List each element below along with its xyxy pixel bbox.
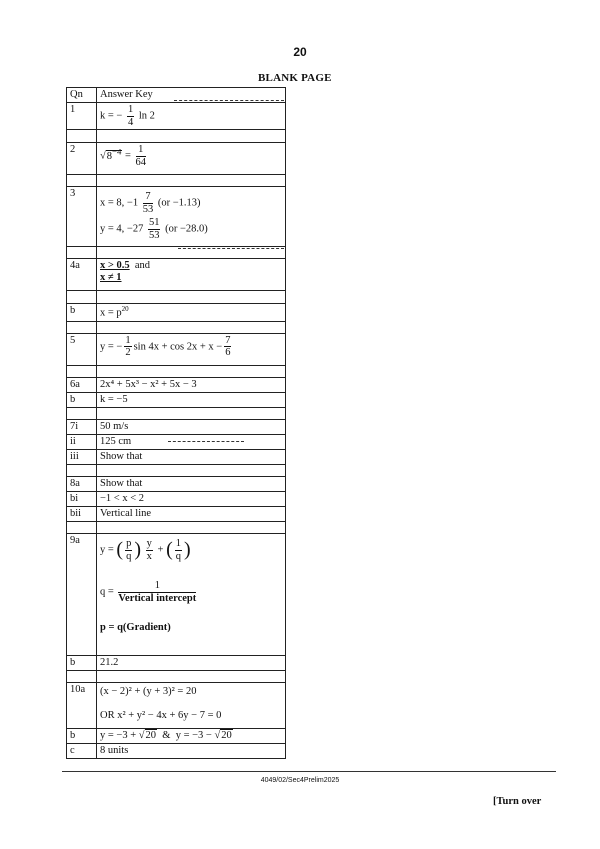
dashed-line <box>174 100 284 101</box>
qn-cell: b <box>67 729 97 744</box>
table-row-q4a <box>67 259 286 291</box>
answer-text: y = <box>100 544 114 556</box>
answer-cell <box>97 259 286 291</box>
fraction <box>125 538 132 562</box>
qn-cell: 10a <box>67 683 97 729</box>
answer-text: & <box>157 730 176 742</box>
spacer-row <box>67 175 286 187</box>
answer-cell: k = −5 <box>97 392 286 407</box>
fraction <box>224 335 231 359</box>
denominator: 64 <box>135 156 146 168</box>
answer-cell <box>97 534 286 656</box>
denominator: 4 <box>127 116 134 128</box>
numerator: 7 <box>225 334 231 346</box>
turn-over-label: [Turn over <box>493 796 542 807</box>
numerator: 1 <box>175 538 181 550</box>
fraction <box>143 191 154 215</box>
qn-cell: 9a <box>67 534 97 656</box>
table-row-q9b <box>67 656 286 671</box>
answer-cell: Show that <box>97 449 286 464</box>
paren: ) <box>183 538 191 561</box>
spacer-row <box>67 321 286 333</box>
answer-cell <box>97 187 286 247</box>
numerator: 1 <box>118 580 196 593</box>
denominator: Vertical intercept <box>118 592 197 604</box>
answer-line <box>100 260 282 272</box>
answer-cell <box>97 304 286 322</box>
denominator: q <box>126 550 132 562</box>
denominator: x <box>146 550 152 562</box>
spacer-row <box>67 671 286 683</box>
answer-text: + <box>157 544 164 556</box>
exponent: 20 <box>121 305 129 314</box>
table-row-q6b <box>67 392 286 407</box>
qn-cell: 2 <box>67 143 97 175</box>
answer-cell <box>97 683 286 729</box>
answer-cell: 8 units <box>97 744 286 759</box>
qn-cell: bii <box>67 507 97 522</box>
radicand: 20 <box>221 730 232 742</box>
answer-text: x ≠ 1 <box>100 272 122 284</box>
answer-cell: Vertical line <box>97 507 286 522</box>
table-row-q1 <box>67 103 286 130</box>
paren: ( <box>116 538 124 561</box>
table-row-q6a <box>67 377 286 392</box>
numerator: p <box>126 538 132 550</box>
exponent: −4 <box>112 146 122 157</box>
spacer-row <box>67 522 286 534</box>
answer-cell <box>97 333 286 365</box>
answer-line-x <box>100 191 282 215</box>
answer-cell: Show that <box>97 477 286 492</box>
answer-line <box>100 272 282 284</box>
qn-cell: ii <box>67 434 97 449</box>
fraction <box>175 538 182 562</box>
table-row-q4b <box>67 304 286 322</box>
blank-page-heading: BLANK PAGE <box>258 72 332 84</box>
fraction <box>124 335 131 359</box>
table-row-q8a <box>67 477 286 492</box>
answer-text: k = − <box>100 110 123 122</box>
answer-text: x = 8, −1 <box>100 197 139 209</box>
answer-text: x > 0.5 <box>100 260 130 272</box>
qn-cell: 1 <box>67 103 97 130</box>
answer-cell: 125 cm <box>97 434 286 449</box>
sqrt-sign: √ <box>214 730 221 742</box>
numerator: 1 <box>127 104 134 116</box>
answer-text: sin 4x + cos 2x + x − <box>133 341 223 353</box>
table-row-q7iii <box>67 449 286 464</box>
denominator: 53 <box>142 203 154 215</box>
numerator: y <box>146 538 152 550</box>
qn-cell: 4a <box>67 259 97 291</box>
table-row-q3 <box>67 187 286 247</box>
fraction <box>148 217 161 241</box>
answer-text: y = −3 + <box>100 730 139 742</box>
denominator: 53 <box>148 229 160 241</box>
equals: = <box>124 150 131 162</box>
answer-key-table <box>66 87 286 759</box>
qn-cell: 3 <box>67 187 97 247</box>
paren: ( <box>166 538 173 561</box>
footer-rule <box>62 771 556 772</box>
answer-text: y = 4, −27 <box>100 223 144 235</box>
qn-cell: 6a <box>67 377 97 392</box>
numerator: 51 <box>148 217 160 229</box>
header-qn: Qn <box>67 88 97 103</box>
sqrt-sign: √ <box>138 730 145 742</box>
page-number: 20 <box>293 45 307 59</box>
qn-cell: 8a <box>67 477 97 492</box>
answer-text: ln 2 <box>138 110 155 122</box>
numerator: 1 <box>136 144 147 157</box>
answer-line: p = q(Gradient) <box>100 622 171 634</box>
spacer-row <box>67 365 286 377</box>
denominator: q <box>175 550 181 562</box>
answer-cell: 2x⁴ + 5x³ − x² + 5x − 3 <box>97 377 286 392</box>
answer-line <box>100 580 282 604</box>
radicand: 20 <box>145 730 157 742</box>
paren: ) <box>134 538 142 561</box>
denominator: 6 <box>225 347 231 359</box>
qn-cell: bi <box>67 492 97 507</box>
answer-text: and <box>134 260 151 272</box>
answer-text: (or −28.0) <box>165 223 208 235</box>
radicand <box>106 146 123 162</box>
table-row-q8bii <box>67 507 286 522</box>
table-row-q8bi <box>67 492 286 507</box>
answer-cell: −1 < x < 2 <box>97 492 286 507</box>
answer-line: OR x² + y² − 4x + 6y − 7 = 0 <box>100 710 222 722</box>
spacer-row <box>67 465 286 477</box>
answer-line-y <box>100 217 282 241</box>
answer-text: y = −3 − <box>175 730 215 742</box>
fraction <box>127 104 134 128</box>
numerator: 7 <box>143 191 154 204</box>
table-row-q5 <box>67 333 286 365</box>
answer-cell: 50 m/s <box>97 419 286 434</box>
answer-text: (or −1.13) <box>157 197 201 209</box>
answer-text: q = <box>100 586 114 598</box>
answer-cell: 21.2 <box>97 656 286 671</box>
qn-cell: b <box>67 392 97 407</box>
answer-cell <box>97 103 286 130</box>
table-row-q9a <box>67 534 286 656</box>
sqrt-sign: √ <box>100 150 106 162</box>
answer-text: x = p <box>100 307 122 319</box>
qn-cell: 5 <box>67 333 97 365</box>
qn-cell: iii <box>67 449 97 464</box>
qn-cell: 7i <box>67 419 97 434</box>
answer-cell <box>97 143 286 175</box>
fraction <box>146 538 153 562</box>
table-row-q10a <box>67 683 286 729</box>
numerator: 1 <box>125 334 131 346</box>
spacer-row <box>67 407 286 419</box>
table-row-q10c <box>67 744 286 759</box>
fraction <box>136 144 147 168</box>
table-row-q10b <box>67 729 286 744</box>
qn-cell: b <box>67 656 97 671</box>
answer-line <box>100 538 282 562</box>
qn-cell: c <box>67 744 97 759</box>
spacer-row <box>67 130 286 143</box>
answer-text: y = − <box>100 341 123 353</box>
fraction <box>118 580 196 604</box>
answer-text: 8 <box>106 150 113 162</box>
table-row-q7i <box>67 419 286 434</box>
footer-code: 4049/02/Sec4Prelim2025 <box>260 777 340 784</box>
table-row-q2 <box>67 143 286 175</box>
answer-cell <box>97 729 286 744</box>
qn-cell: b <box>67 304 97 322</box>
spacer-row <box>67 291 286 304</box>
dashed-line <box>178 248 284 249</box>
dashed-line <box>168 441 244 442</box>
header-answer-key: Answer Key <box>97 88 286 103</box>
denominator: 2 <box>125 347 131 359</box>
answer-line: (x − 2)² + (y + 3)² = 20 <box>100 686 197 698</box>
